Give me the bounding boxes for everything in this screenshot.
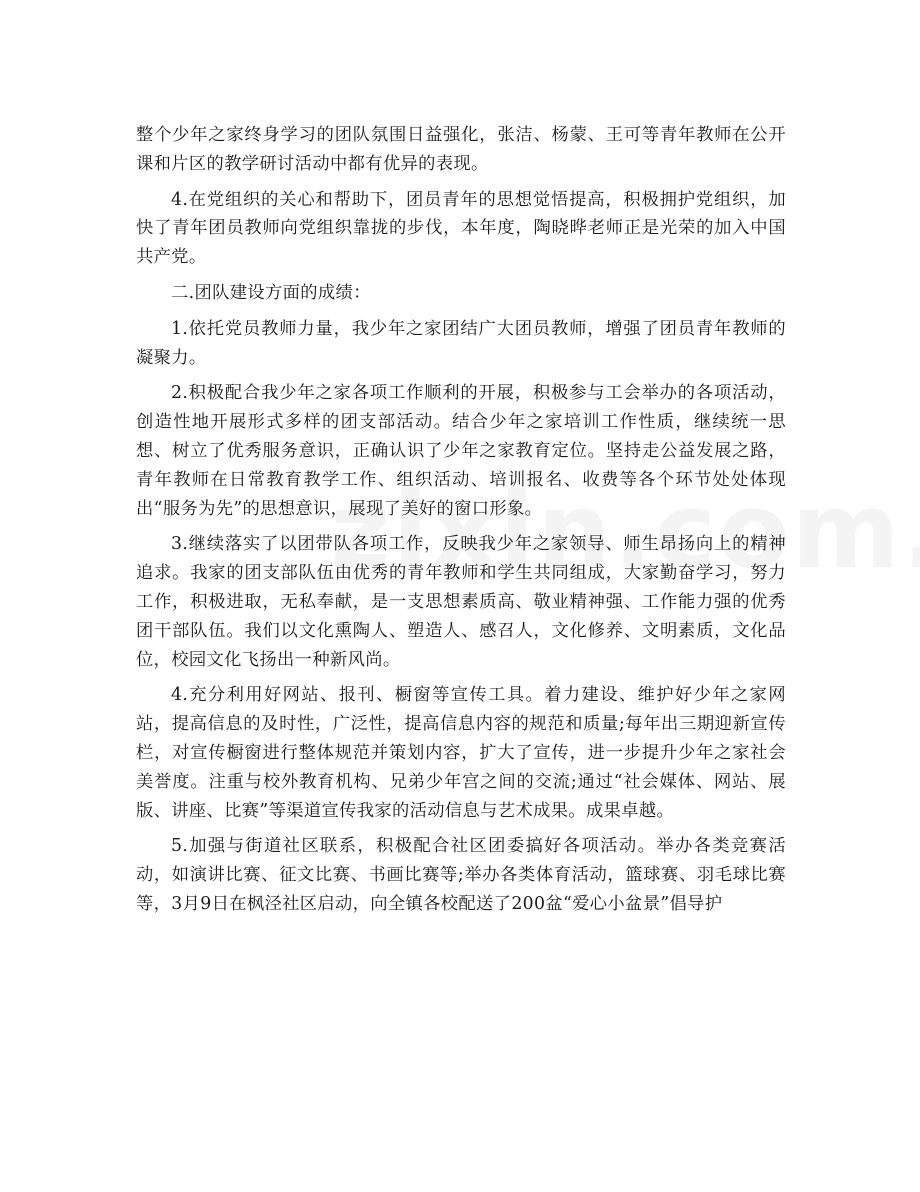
paragraph-continuation: 整个少年之家终身学习的团队氛围日益强化，张洁、杨蒙、王可等青年教师在公开课和片区的教学研讨活动中都有优异的表现。 [136,125,786,174]
paragraph-item-4-party: 4.在党组织的关心和帮助下，团员青年的思想觉悟提高，积极拥护党组织，加快了青年团员教师向党组织靠拢的步伐，本年度，陶晓晔老师正是光荣的加入中国共产党。 [136,189,786,268]
paragraph-item-2: 2.积极配合我少年之家各项工作顺利的开展，积极参与工会举办的各项活动，创造性地开展形式多样的团支部活动。结合少年之家培训工作性质，继续统一思想、树立了优秀服务意识，正确认识了少年之家教育定位。坚持走公益发展之路，青年教师在日常教育教学工作、组织活动、培训报名、收费等各个环节处处体现出“服务为先”的思想意识，展现了美好的窗口形象。 [136,383,786,519]
paragraph-item-5: 5.加强与街道社区联系，积极配合社区团委搞好各项活动。举办各类竞赛活动，如演讲比赛、征文比赛、书画比赛等;举办各类体育活动，篮球赛、羽毛球比赛等，3月9日在枫泾社区启动，向全镇各校配送了200盆“爱心小盆景”倡导护 [136,836,786,914]
paragraph-item-1: 1.依托党员教师力量，我少年之家团结广大团员教师，增强了团员青年教师的凝聚力。 [136,318,786,368]
paragraph-item-3: 3.继续落实了以团带队各项工作，反映我少年之家领导、师生昂扬向上的精神追求。我家的团支部队伍由优秀的青年教师和学生共同组成，大家勤奋学习，努力工作，积极进取，无私奉献，是一支思想素质高、敬业精神强、工作能力强的优秀团干部队伍。我们以文化熏陶人、塑造人、感召人，文化修养、文明素质，文化品位，校园文化飞扬出一种新风尚。 [136,534,786,670]
document-body [136,121,786,926]
section-heading-team-building: 二.团队建设方面的成绩： [171,282,371,303]
paragraph-item-4-publicity: 4.充分利用好网站、报刊、橱窗等宣传工具。着力建设、维护好少年之家网站，提高信息的及时性，广泛性，提高信息内容的规范和质量;每年出三期迎新宣传栏，对宣传橱窗进行整体规范并策划内容，扩大了宣传，进一步提升少年之家社会美誉度。注重与校外教育机构、兄弟少年宫之间的交流;通过“社会媒体、网站、展版、讲座、比赛”等渠道宣传我家的活动信息与艺术成果。成果卓越。 [136,685,786,821]
